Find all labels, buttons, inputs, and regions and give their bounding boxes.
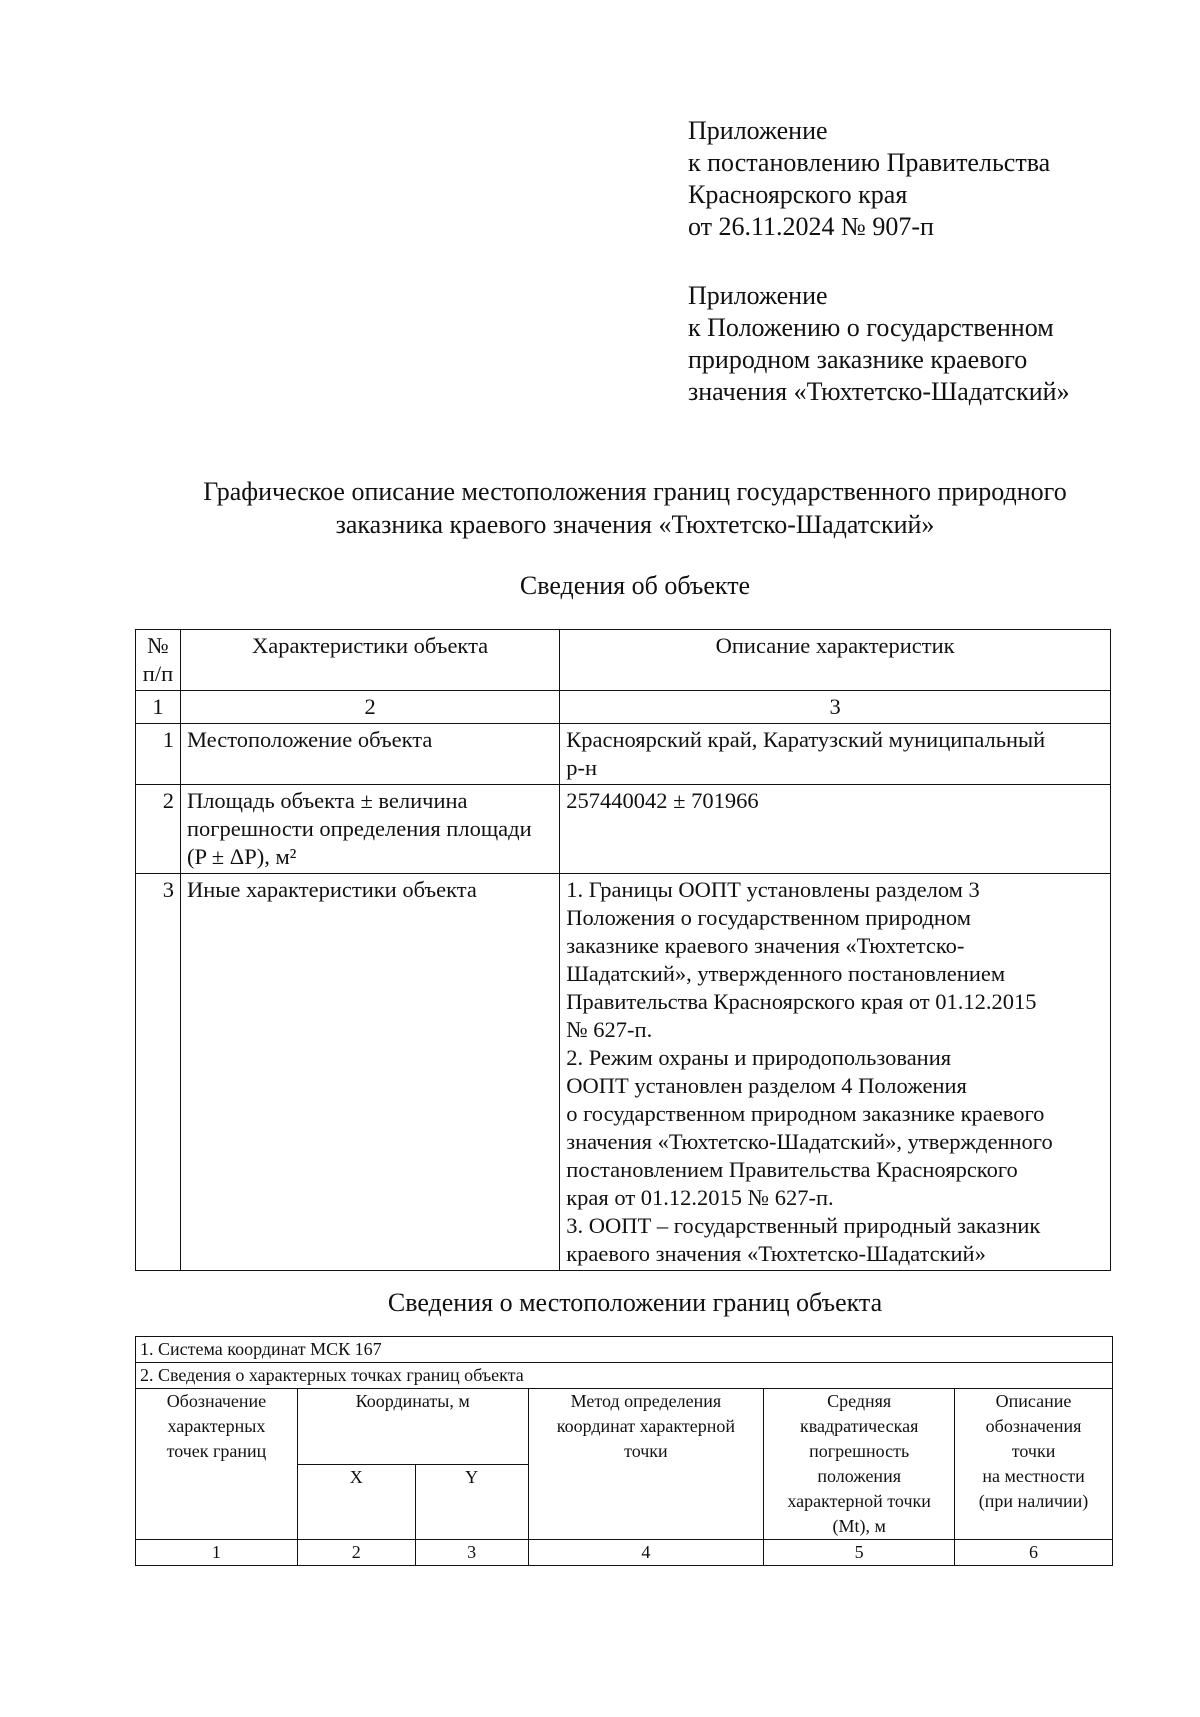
row-description	[560, 785, 1111, 874]
boundary-header-row	[136, 1389, 1113, 1465]
cell-line: № 627-п.	[566, 1017, 653, 1042]
cell-line: ООПТ установлен разделом 4 Положения	[566, 1073, 967, 1098]
title-line: заказника краевого значения «Тюхтетско-Шадатский»	[335, 510, 935, 539]
header-line: №	[147, 633, 169, 658]
header-line: на местности	[982, 1466, 1085, 1486]
header-cell-characteristics: Характеристики объекта	[180, 630, 559, 691]
numbering-cell: 3	[560, 691, 1111, 724]
cell-line: постановлением Правительства Красноярского	[566, 1157, 1018, 1182]
cell-line: р-н	[566, 755, 598, 780]
header-cell-point-description	[955, 1389, 1113, 1540]
cell-line: Шадатский», утвержденного постановлением	[566, 961, 1006, 986]
appendix-line: природном заказнике краевого	[688, 345, 1028, 374]
cell-line: Положения о государственном природном	[566, 905, 971, 930]
object-info-table	[135, 629, 1111, 1271]
cell-line: 257440042 ± 701966	[566, 788, 759, 813]
header-line: координат характерной	[556, 1416, 736, 1436]
header-line: обозначения	[985, 1416, 1082, 1436]
row-number: 3	[136, 874, 181, 1271]
header-cell-coordinates: Координаты, м	[297, 1389, 528, 1465]
row-characteristic	[180, 724, 559, 785]
appendix-line: к постановлению Правительства	[688, 148, 1051, 177]
row-number: 1	[136, 724, 181, 785]
numbering-cell: 4	[528, 1540, 764, 1566]
cell-line: значения «Тюхтетско-Шадатский», утвержденного	[566, 1129, 1053, 1154]
numbering-cell: 2	[297, 1540, 415, 1566]
header-cell-designation	[136, 1389, 298, 1540]
cell-line: края от 01.12.2015 № 627-п.	[566, 1185, 834, 1210]
section-heading-location: Сведения о местоположении границ объекта	[387, 1288, 883, 1317]
header-line: погрешность	[809, 1441, 910, 1461]
row-characteristic	[180, 785, 559, 874]
cell-line: Площадь объекта ± величина	[186, 788, 468, 813]
numbering-cell: 2	[180, 691, 559, 724]
header-line: характерных	[167, 1416, 266, 1436]
appendix-line: от 26.11.2024 № 907-п	[688, 212, 934, 241]
header-line: точки	[1011, 1441, 1056, 1461]
cell-line: о государственном природном заказнике краевого	[566, 1101, 1045, 1126]
cell-line: 3. ООПТ – государственный природный заказник	[566, 1213, 1041, 1238]
numbering-cell: 1	[136, 691, 181, 724]
header-line: Описание	[995, 1391, 1072, 1411]
numbering-cell: 1	[136, 1540, 298, 1566]
header-cell-x: X	[297, 1464, 415, 1540]
header-line: положения	[817, 1466, 901, 1486]
table-row	[136, 724, 1111, 785]
header-line: характерной точки	[787, 1491, 931, 1511]
coordinate-system-cell: 1. Система координат МСК 167	[136, 1337, 1113, 1363]
title-line: Графическое описание местоположения границ государственного природного	[203, 477, 1067, 506]
cell-line: 2. Режим охраны и природопользования	[566, 1045, 952, 1070]
header-line: Обозначение	[166, 1391, 267, 1411]
header-cell-y: Y	[415, 1464, 528, 1540]
numbering-cell: 3	[415, 1540, 528, 1566]
numbering-cell: 5	[764, 1540, 955, 1566]
table-numbering-row	[136, 691, 1111, 724]
appendix-line: Приложение	[688, 116, 828, 145]
header-cell-number	[136, 630, 181, 691]
row-number: 2	[136, 785, 181, 874]
table-row	[136, 874, 1111, 1271]
cell-line: Красноярский край, Каратузский муниципальный	[566, 727, 1046, 752]
row-description	[560, 874, 1111, 1271]
cell-line: 1. Границы ООПТ установлены разделом 3	[566, 877, 980, 902]
section-heading-object: Сведения об объекте	[519, 571, 751, 600]
header-line: Метод определения	[570, 1391, 722, 1411]
document-title	[130, 475, 1140, 541]
header-cell-method	[528, 1389, 764, 1540]
header-line: точек границ	[166, 1441, 267, 1461]
coordinate-system-row	[136, 1337, 1113, 1363]
boundary-numbering-row	[136, 1540, 1113, 1566]
cell-line: Местоположение объекта	[186, 727, 433, 752]
header-line: Средняя	[827, 1391, 892, 1411]
table-row	[136, 785, 1111, 874]
header-line: точки	[624, 1441, 668, 1461]
appendix-government-resolution	[688, 115, 1050, 243]
appendix-line: Красноярского края	[688, 180, 908, 209]
header-line: (Mt), м	[832, 1516, 886, 1536]
header-line: (при наличии)	[978, 1491, 1089, 1511]
header-line: квадратическая	[799, 1416, 919, 1436]
cell-line: (P ± ΔP), м²	[186, 844, 297, 869]
appendix-line: Приложение	[688, 281, 828, 310]
boundary-points-table	[135, 1336, 1113, 1566]
header-line: п/п	[142, 661, 174, 686]
points-info-row	[136, 1363, 1113, 1389]
numbering-cell: 6	[955, 1540, 1113, 1566]
cell-line: заказнике краевого значения «Тюхтетско-	[566, 933, 965, 958]
header-cell-mean-error	[764, 1389, 955, 1540]
row-characteristic	[180, 874, 559, 1271]
row-description	[560, 724, 1111, 785]
points-info-cell: 2. Сведения о характерных точках границ объекта	[136, 1363, 1113, 1389]
cell-line: погрешности определения площади	[186, 816, 532, 841]
cell-line: Иные характеристики объекта	[186, 877, 477, 902]
appendix-regulation	[688, 280, 1070, 408]
table-header-row	[136, 630, 1111, 691]
cell-line: Правительства Красноярского края от 01.12.2015	[566, 989, 1037, 1014]
cell-line: краевого значения «Тюхтетско-Шадатский»	[566, 1241, 986, 1266]
appendix-line: к Положению о государственном	[688, 313, 1054, 342]
appendix-line: значения «Тюхтетско-Шадатский»	[688, 377, 1070, 406]
header-cell-description: Описание характеристик	[560, 630, 1111, 691]
